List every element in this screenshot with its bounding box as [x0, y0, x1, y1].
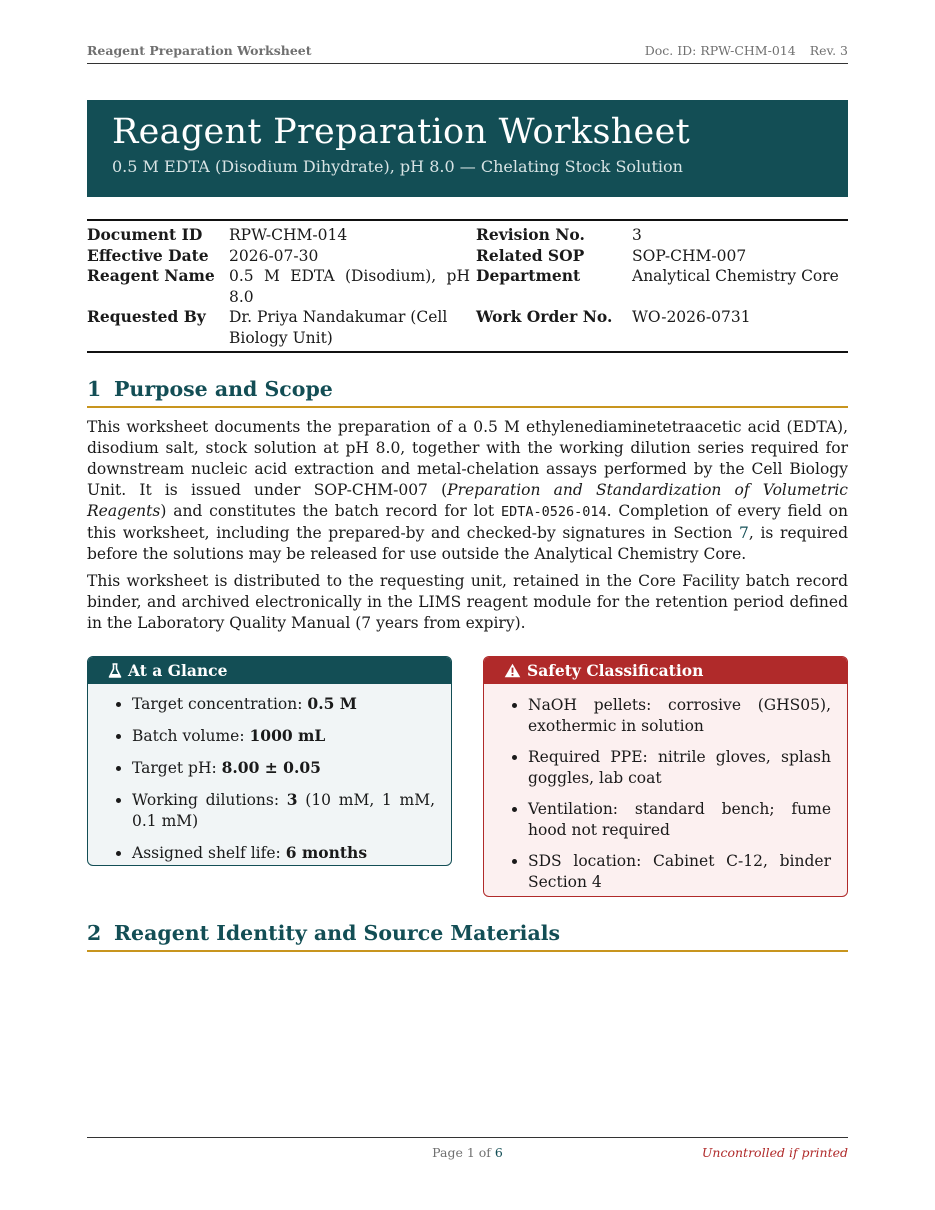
info-row [87, 266, 848, 307]
item-value: 0.5 M [307, 694, 357, 713]
item-label: Target pH: [132, 759, 222, 777]
item-value: 8.00 ± 0.05 [221, 758, 321, 777]
requested-by-value: Dr. Priya Nandakumar (Cell Biology Unit) [229, 308, 448, 347]
running-header-meta [645, 43, 848, 58]
list-item: • Ventilation: standard bench; fume hood not required [528, 799, 831, 841]
item-label: Target concentration: [132, 695, 308, 713]
document-subtitle: 0.5 M EDTA (Disodium Dihydrate), pH 8.0 — Chelating Stock Solution [112, 157, 683, 176]
info-row [87, 307, 848, 348]
at-a-glance-box [87, 656, 452, 866]
safety-title: Safety Classification [527, 661, 704, 680]
text-run: This worksheet documents the preparation of a 0.5 M ethylenediaminetetraacetic acid (EDTA), disodium salt, stock solution at pH 8.0, together with the working dilution series required for downstream nucleic acid extraction and metal-chelation assays performed by the Cell Biology Unit. It is issued under SOP-CHM-007 ( [87, 418, 848, 499]
revision-value: 3 [632, 226, 642, 244]
revision-label: Revision No. [476, 225, 585, 244]
department-label: Department [476, 266, 581, 285]
page-prefix: Page 1 of [432, 1145, 495, 1160]
text-run: , is required before the solutions may be released for use outside the Analytical Chemistry Core. [87, 524, 848, 563]
at-a-glance-title: At a Glance [128, 661, 228, 680]
warning-icon [504, 663, 521, 678]
section-number: 2 [87, 921, 102, 945]
sop-title-italic: Preparation and Standardization of Volumetric Reagents [87, 481, 848, 520]
effective-date-label: Effective Date [87, 245, 209, 265]
purpose-body [87, 417, 848, 640]
item-label: Assigned shelf life: [132, 844, 286, 862]
section-title: Reagent Identity and Source Materials [114, 921, 561, 945]
related-sop-value: SOP-CHM-007 [632, 246, 747, 265]
item-detail: (10 mM, 1 mM, 0.1 mM) [132, 791, 435, 830]
reagent-name-value: 0.5 M EDTA (Disodium), pH 8.0 [229, 267, 470, 306]
running-header-rev: Rev. 3 [809, 43, 848, 58]
list-item: • Required PPE: nitrile gloves, splash goggles, lab coat [528, 747, 831, 789]
section-number: 1 [87, 377, 102, 401]
safety-list [484, 684, 847, 893]
document-id-value: RPW-CHM-014 [229, 226, 348, 244]
document-info-table [87, 219, 848, 353]
purpose-paragraph-1 [87, 417, 848, 565]
list-item [132, 757, 435, 779]
safety-header [484, 657, 847, 684]
reagent-name-label: Reagent Name [87, 266, 215, 285]
document-title: Reagent Preparation Worksheet [112, 112, 690, 152]
effective-date-value: 2026-07-30 [229, 246, 319, 265]
page-footer [87, 1137, 848, 1162]
uncontrolled-notice: Uncontrolled if printed [701, 1145, 848, 1160]
item-value: 3 [286, 790, 298, 809]
related-sop-label: Related SOP [476, 245, 585, 265]
section-heading-identity [87, 920, 848, 952]
list-item [132, 725, 435, 747]
running-header-title: Reagent Preparation Worksheet [87, 43, 312, 58]
item-label: Batch volume: [132, 727, 250, 745]
running-header-doc-id: Doc. ID: RPW-CHM-014 [644, 43, 796, 58]
document-id-label: Document ID [87, 225, 203, 244]
info-row [87, 225, 848, 246]
requested-by-label: Requested By [87, 307, 206, 326]
text-run: . Completion of every field on this worksheet, including the prepared-by and checked-by signatures in Section [87, 502, 848, 542]
lot-number: EDTA-0526-014 [500, 504, 607, 520]
flask-icon [108, 663, 122, 679]
section-heading-purpose [87, 376, 848, 408]
work-order-label: Work Order No. [476, 307, 613, 326]
running-header [87, 43, 848, 64]
list-item [132, 789, 435, 832]
safety-classification-box [483, 656, 848, 897]
list-item [132, 842, 435, 864]
section-7-link[interactable]: 7 [739, 524, 749, 542]
at-a-glance-header [88, 657, 451, 684]
page-total-link[interactable]: 6 [494, 1145, 503, 1160]
info-row [87, 246, 848, 267]
list-item: • SDS location: Cabinet C-12, binder Section 4 [528, 851, 831, 893]
department-value: Analytical Chemistry Core [632, 267, 839, 285]
item-value: 6 months [285, 843, 368, 862]
purpose-paragraph-2: This worksheet is distributed to the requesting unit, retained in the Core Facility batch record binder, and archived electronically in the LIMS reagent module for the retention period defined in the Laboratory Quality Manual (7 years from expiry). [87, 572, 848, 632]
work-order-value: WO-2026-0731 [632, 308, 751, 326]
list-item: • NaOH pellets: corrosive (GHS05), exothermic in solution [528, 695, 831, 737]
title-banner [87, 100, 848, 197]
list-item [132, 693, 435, 715]
text-run: ) and constitutes the batch record for lot [160, 502, 501, 520]
section-title: Purpose and Scope [114, 377, 333, 401]
item-value: 1000 mL [249, 726, 326, 745]
item-label: Working dilutions: [132, 791, 287, 809]
at-a-glance-list [88, 684, 451, 864]
